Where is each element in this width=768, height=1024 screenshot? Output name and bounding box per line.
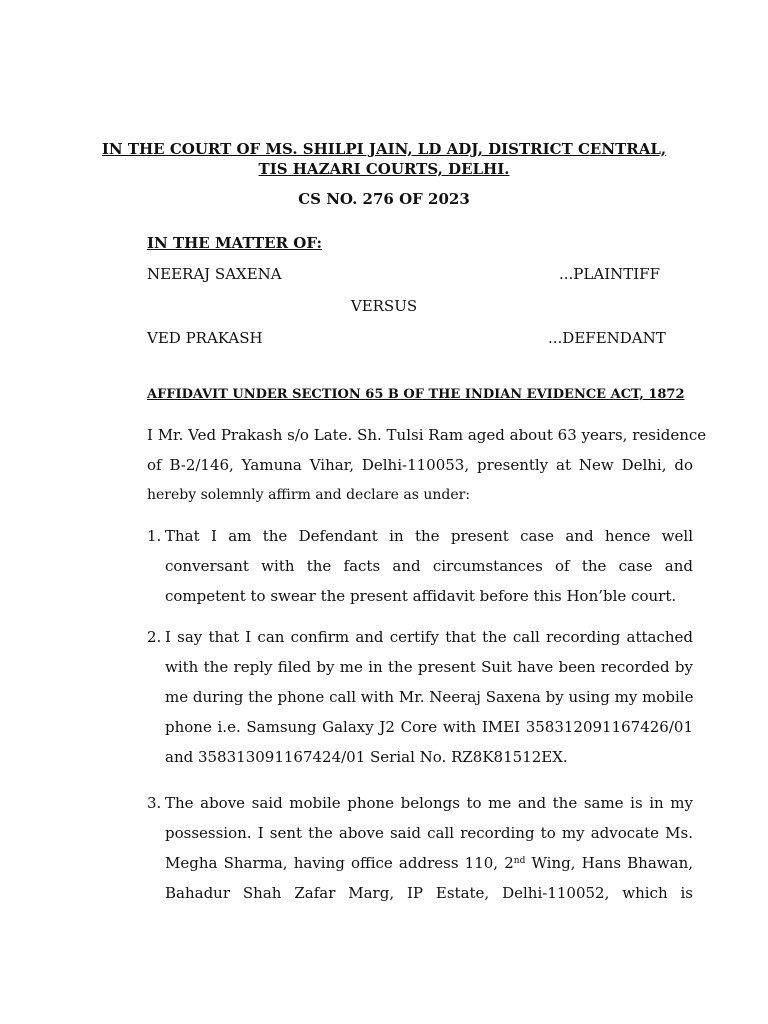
point-line: and 358313091167424/01 Serial No. RZ8K81512EX. <box>165 748 568 766</box>
matter-heading: IN THE MATTER OF: <box>147 234 322 252</box>
point-line-with-superscript <box>165 853 693 873</box>
point-line: I say that I can confirm and certify that the call recording attached <box>165 628 693 646</box>
affidavit-title: AFFIDAVIT UNDER SECTION 65 B OF THE INDIAN EVIDENCE ACT, 1872 <box>147 387 685 402</box>
point-line-segment: Megha Sharma, having office address 110, 2 <box>165 854 514 872</box>
intro-line: of B-2/146, Yamuna Vihar, Delhi-110053, presently at New Delhi, do <box>147 456 693 474</box>
court-title-line-1: IN THE COURT OF MS. SHILPI JAIN, LD ADJ, DISTRICT CENTRAL, <box>101 140 667 158</box>
point-line: with the reply filed by me in the present Suit have been recorded by <box>165 658 693 676</box>
point-line: The above said mobile phone belongs to me and the same is in my <box>165 794 693 812</box>
point-line: phone i.e. Samsung Galaxy J2 Core with IMEI 358312091167426/01 <box>165 718 693 736</box>
point-line: conversant with the facts and circumstances of the case and <box>165 557 693 575</box>
intro-line: hereby solemnly affirm and declare as under: <box>147 487 471 503</box>
point-line-segment: Wing, Hans Bhawan, <box>525 854 694 872</box>
plaintiff-role: ...PLAINTIFF <box>559 265 660 283</box>
defendant-role: ...DEFENDANT <box>548 329 666 347</box>
point-line: me during the phone call with Mr. Neeraj Saxena by using my mobile <box>165 688 694 706</box>
point-number: 2. <box>147 628 162 646</box>
case-number: CS NO. 276 OF 2023 <box>298 190 470 208</box>
plaintiff-name: NEERAJ SAXENA <box>147 265 282 283</box>
superscript-ordinal: nd <box>513 856 526 866</box>
point-line: That I am the Defendant in the present case and hence well <box>165 527 693 545</box>
defendant-name: VED PRAKASH <box>147 329 263 347</box>
point-number: 3. <box>147 794 162 812</box>
court-title-line-2: TIS HAZARI COURTS, DELHI. <box>258 160 510 178</box>
point-line: possession. I sent the above said call recording to my advocate Ms. <box>165 824 693 842</box>
point-number: 1. <box>147 527 162 545</box>
versus-label: VERSUS <box>350 297 418 315</box>
intro-line: I Mr. Ved Prakash s/o Late. Sh. Tulsi Ram aged about 63 years, residence <box>147 426 707 444</box>
point-line: Bahadur Shah Zafar Marg, IP Estate, Delhi-110052, which is <box>165 884 693 902</box>
point-line: competent to swear the present affidavit before this Hon’ble court. <box>165 587 677 605</box>
